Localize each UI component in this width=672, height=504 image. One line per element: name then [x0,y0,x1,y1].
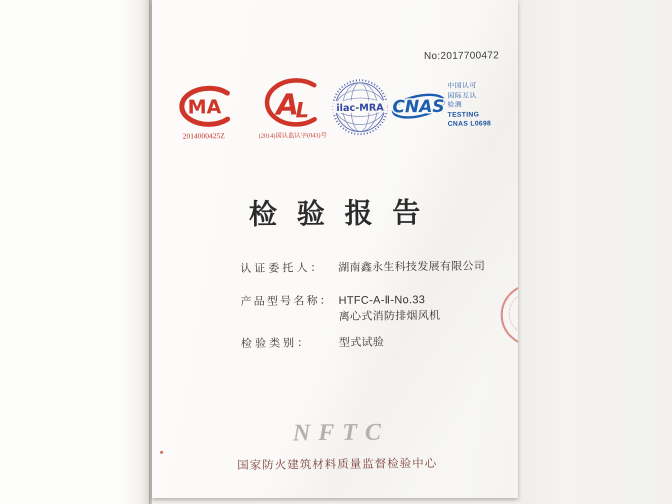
cnas-line: 国际互认 [447,92,478,100]
report-number: No:2017700472 [423,50,500,63]
red-seal-stamp [500,284,518,347]
page-content [152,0,518,498]
field-label: 认 证 委 托 人 ： [240,262,322,275]
cal-logo-icon [256,76,329,129]
field-value-line2: 离心式消防排烟风机 [338,309,441,323]
ilac-mra-logo-icon [331,78,389,136]
cnas-certification [390,86,446,127]
cal-letter-a: A [276,87,299,122]
cnas-letters: CNAS [392,96,445,118]
issuing-organization: 国家防火建筑材料质量监督检验中心 [237,457,438,473]
report-title: 检 验 报 告 [248,197,427,230]
ilac-mra-certification [331,78,389,136]
cal-certification [248,76,337,140]
cma-logo-icon [171,83,235,130]
field-label: 产品型号名称： [240,295,334,308]
ilac-mra-label: ilac-MRA [336,102,384,115]
cnas-accreditation-text [447,81,507,130]
field-value: HTFC-A-Ⅱ-No.33 [338,294,426,307]
field-label: 检 验 类 别 ： [240,337,309,350]
report-cover-page [152,0,518,498]
nftc-logo-text: NFTC [292,419,390,447]
cma-certification [166,83,241,141]
field-value: 型式试验 [338,336,385,349]
cal-letter-l: L [295,98,310,123]
scan-artifact-dot [160,451,163,454]
field-row-inspection-type [241,335,384,350]
cnas-line: CNAS L0698 [447,120,492,129]
field-row-product-model [240,292,440,326]
cnas-logo-icon [390,86,446,127]
left-page-margin [0,0,149,504]
cma-cert-number: 2014000425Z [182,131,225,141]
cnas-line: TESTING [447,111,480,119]
red-seal-inner-marks [508,292,518,335]
scanner-background [518,0,672,504]
cal-cert-number: (2014)国认监认字(043)号 [258,132,327,140]
field-value: 湖南鑫永生科技发展有限公司 [338,260,486,274]
field-row-applicant [240,259,485,276]
cnas-line: 检测 [447,101,463,110]
cma-letters: MA [187,96,222,119]
cnas-line: 中国认可 [447,82,477,90]
